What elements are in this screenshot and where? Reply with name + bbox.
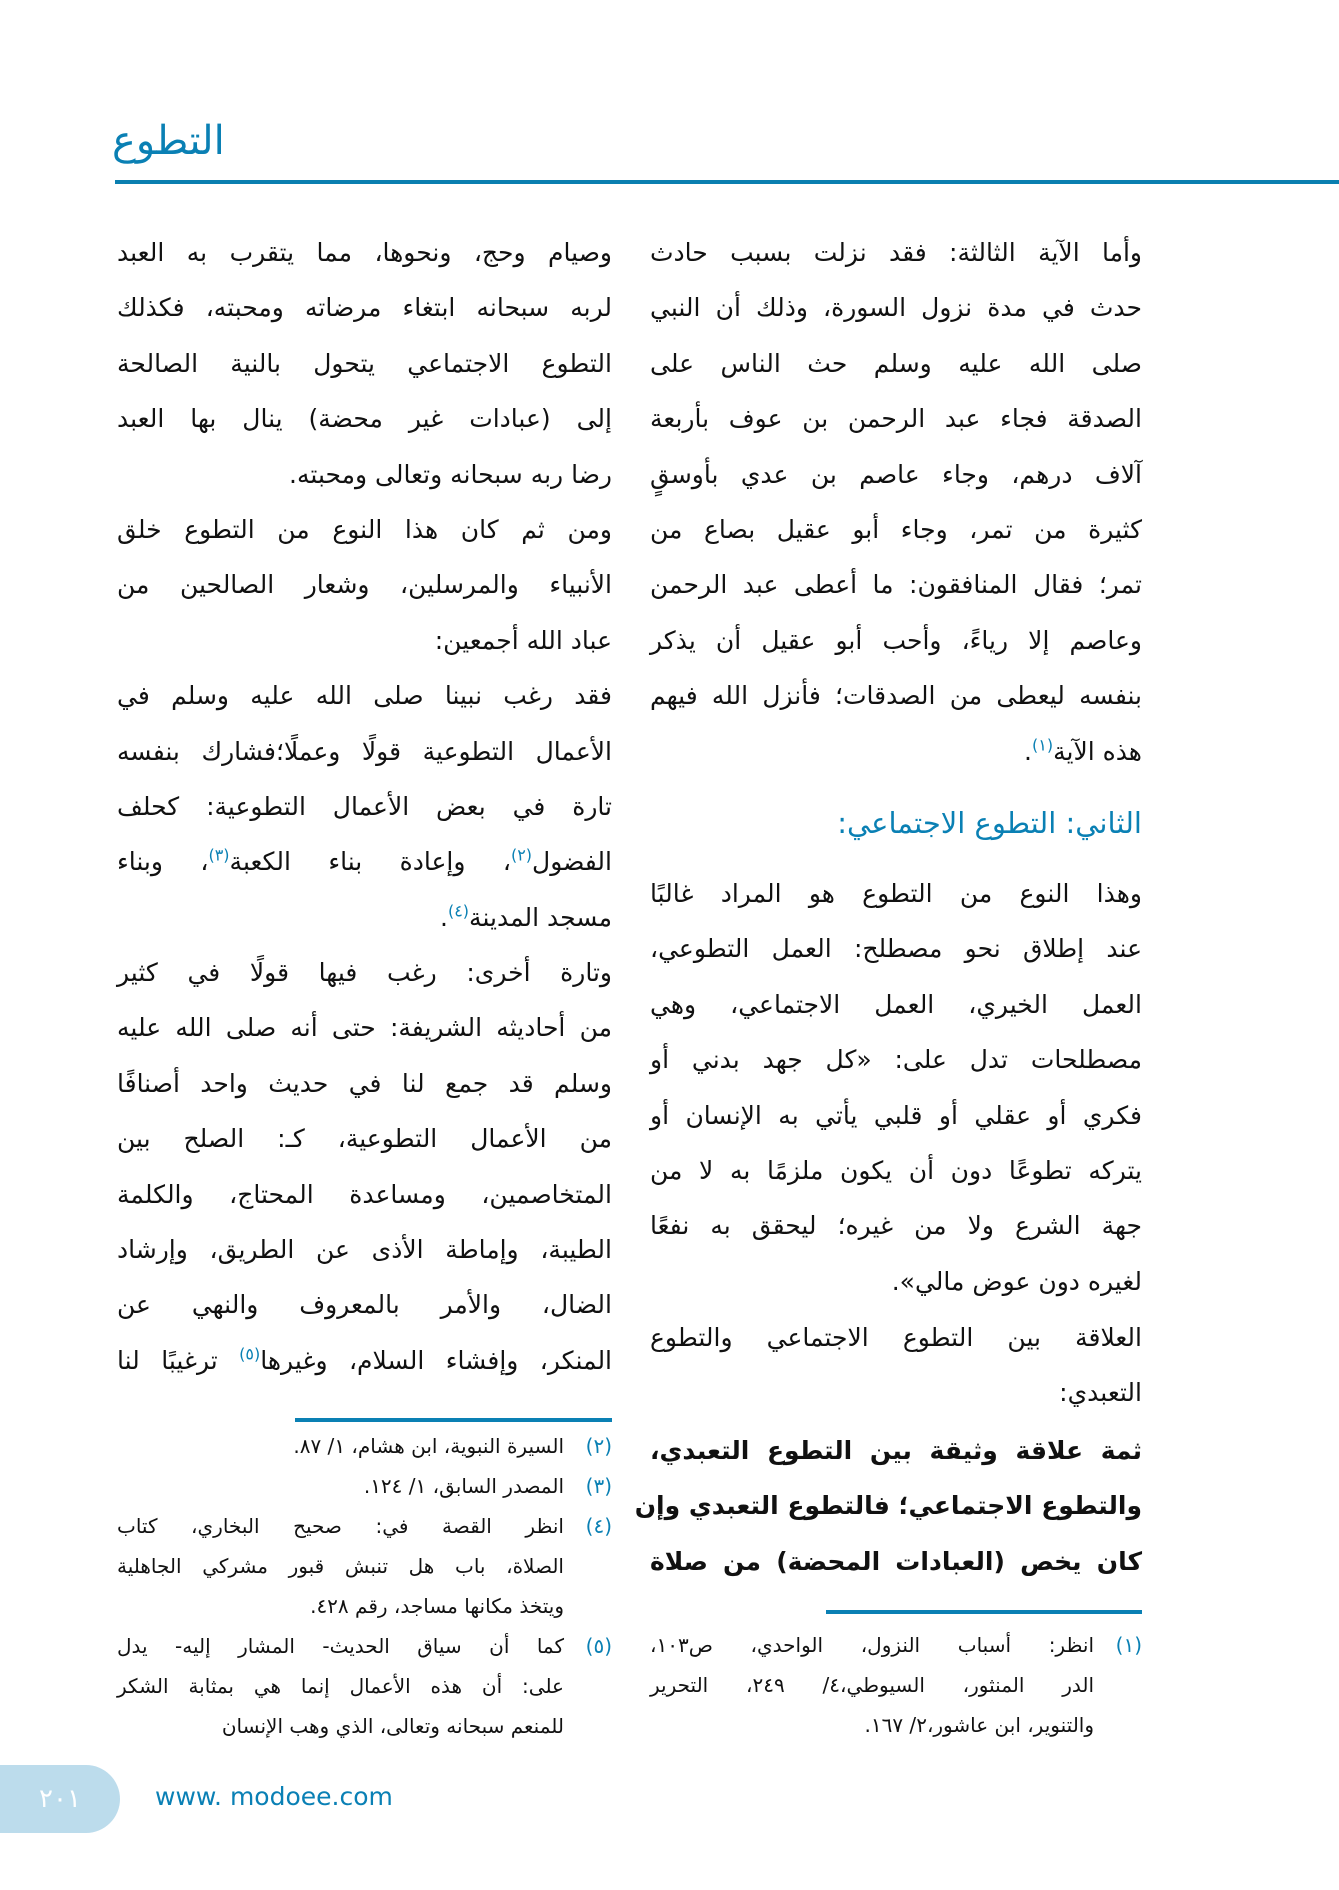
text-line: عند إطلاق نحو مصطلح: العمل التطوعي،	[650, 934, 1142, 964]
text-line: حدث في مدة نزول السورة، وذلك أن النبي	[650, 293, 1142, 323]
right-block-3	[650, 1310, 1142, 1421]
text-line: رضا ربه سبحانه وتعالى ومحبته.	[289, 459, 612, 489]
text-line: من أحاديثه الشريفة: حتى أنه صلى الله عليه	[117, 1013, 612, 1043]
text-line: تمر؛ فقال المنافقون: ما أعطى عبد الرحمن	[650, 570, 1142, 600]
text-line: لربه سبحانه ابتغاء مرضاته ومحبته، فكذلك	[117, 293, 612, 323]
text-line: العمل الخيري، العمل الاجتماعي، وهي	[650, 989, 1142, 1019]
footnote-number: (١)	[1115, 1633, 1142, 1657]
footnote-body	[117, 1626, 564, 1746]
text-line: الأنبياء والمرسلين، وشعار الصالحين من	[117, 570, 612, 600]
footnotes-right	[650, 1625, 1142, 1745]
footnote-number: (٥)	[585, 1634, 612, 1658]
text-line: صلى الله عليه وسلم حث الناس على	[650, 348, 1142, 378]
text-line: التعبدي:	[1059, 1378, 1142, 1408]
text-line: تارة في بعض الأعمال التطوعية: كحلف	[117, 791, 612, 821]
text-line: وصيام وحج، ونحوها، مما يتقرب به العبد	[117, 238, 612, 267]
text-line: فكري أو عقلي أو قلبي يأتي به الإنسان أو	[650, 1100, 1142, 1130]
page-title: التطوع	[112, 118, 225, 164]
text-line: مصطلحات تدل على: «كل جهد بدني أو	[650, 1045, 1142, 1075]
text-line: وسلم قد جمع لنا في حديث واحد أصنافًا	[117, 1068, 612, 1098]
text-line: لغيره دون عوض مالي».	[891, 1266, 1142, 1296]
text-line: ومن ثم كان هذا النوع من التطوع خلق	[117, 514, 612, 544]
footnote-ref: (٥)	[239, 1344, 261, 1364]
footnote	[117, 1426, 612, 1466]
footnote-body	[117, 1466, 564, 1506]
text-line: وأما الآية الثالثة: فقد نزلت بسبب حادث	[650, 238, 1142, 267]
text-segment: ، وبناء	[117, 847, 209, 877]
text-segment: .	[440, 902, 448, 932]
text-segment: المنكر، وإفشاء السلام، وغيرها	[260, 1345, 613, 1375]
right-block-4	[634, 1423, 1142, 1589]
website-link[interactable]: www. modoee.com	[155, 1782, 393, 1811]
section-heading: الثاني: التطوع الاجتماعي:	[837, 806, 1142, 840]
text-segment: هذه الآية	[1053, 736, 1142, 766]
footnote-ref: (٤)	[447, 901, 470, 921]
footnote-line: انظر: أسباب النزول، الواحدي، ص١٠٣،	[650, 1633, 1094, 1657]
text-line	[650, 724, 1142, 779]
footnote-ref: (٣)	[208, 845, 230, 865]
footnote	[117, 1506, 612, 1626]
text-line: كان يخص (العبادات المحضة) من صلاة	[650, 1546, 1142, 1576]
footnote-ref: (٢)	[510, 845, 533, 865]
text-line: عباد الله أجمعين:	[434, 625, 612, 655]
text-line: إلى (عبادات غير محضة) ينال بها العبد	[117, 404, 612, 434]
text-line: بنفسه ليعطى من الصدقات؛ فأنزل الله فيهم	[650, 681, 1142, 711]
text-segment: .	[1024, 736, 1032, 766]
text-segment: مسجد المدينة	[469, 902, 612, 932]
footnote-body	[117, 1426, 564, 1466]
right-block-2	[650, 866, 1142, 1309]
footnote-line: الصلاة، باب هل تنبش قبور مشركي الجاهلية	[117, 1554, 564, 1578]
text-line: جهة الشرع ولا من غيره؛ ليحقق به نفعًا	[650, 1211, 1142, 1241]
header-divider	[115, 180, 1339, 184]
footnote-line: للمنعم سبحانه وتعالى، الذي وهب الإنسان	[221, 1714, 564, 1738]
footnote-line: الدر المنثور، السيوطي،٤/ ٢٤٩، التحرير	[650, 1673, 1095, 1697]
text-line: الصدقة فجاء عبد الرحمن بن عوف بأربعة	[650, 404, 1142, 434]
footnote-divider-left	[295, 1418, 612, 1422]
text-line: آلاف درهم، وجاء عاصم بن عدي بأوسقٍ	[650, 459, 1142, 489]
text-line: وهذا النوع من التطوع هو المراد غالبًا	[650, 879, 1142, 908]
footnote-line: المصدر السابق، ١/ ١٢٤.	[363, 1474, 564, 1498]
footnotes-left	[117, 1426, 612, 1746]
footnote-divider-right	[826, 1610, 1142, 1614]
footnote-line: والتنوير، ابن عاشور،٢/ ١٦٧.	[864, 1713, 1094, 1737]
text-segment: الفضول	[532, 847, 612, 877]
text-line: والتطوع الاجتماعي؛ فالتطوع التعبدي وإن	[634, 1491, 1142, 1521]
footnote	[650, 1625, 1142, 1745]
text-line: من الأعمال التطوعية، كـ: الصلح بين	[117, 1124, 612, 1154]
text-line: وعاصم إلا رياءً، وأحب أبو عقيل أن يذكر	[650, 625, 1142, 655]
footnote-line: السيرة النبوية، ابن هشام، ١/ ٨٧.	[293, 1434, 564, 1458]
page-number: ٢٠١	[0, 1765, 120, 1833]
text-line: العلاقة بين التطوع الاجتماعي والتطوع	[650, 1323, 1142, 1352]
right-block-1	[650, 225, 1142, 779]
text-line: التطوع الاجتماعي يتحول بالنية الصالحة	[117, 348, 612, 378]
footnote-line: ويتخذ مكانها مساجد، رقم ٤٢٨.	[310, 1594, 564, 1618]
left-column-text	[117, 225, 612, 1388]
text-line	[117, 834, 612, 889]
text-line: وتارة أخرى: رغب فيها قولًا في كثير	[117, 958, 612, 988]
text-line: كثيرة من تمر، وجاء أبو عقيل بصاع من	[650, 514, 1142, 544]
text-segment: ، وإعادة بناء الكعبة	[229, 847, 511, 877]
text-line: يتركه تطوعًا دون أن يكون ملزمًا به لا من	[650, 1155, 1142, 1185]
text-line	[117, 1333, 612, 1388]
footnote	[117, 1626, 612, 1746]
footnote-number: (٣)	[585, 1474, 612, 1498]
text-line: الطيبة، وإماطة الأذى عن الطريق، وإرشاد	[117, 1235, 612, 1265]
text-line: المتخاصمين، ومساعدة المحتاج، والكلمة	[117, 1179, 612, 1209]
text-line	[117, 890, 612, 945]
text-line: فقد رغب نبينا صلى الله عليه وسلم في	[117, 681, 612, 711]
footnote-body	[650, 1625, 1094, 1745]
footnote-body	[117, 1506, 564, 1626]
footnote-number: (٢)	[585, 1434, 612, 1458]
footnote-line: على: أن هذه الأعمال إنما هي بمثابة الشكر	[117, 1674, 564, 1698]
text-segment: ترغيبًا لنا	[117, 1345, 240, 1375]
footnote-line: انظر القصة في: صحيح البخاري، كتاب	[117, 1514, 564, 1538]
footnote-line: كما أن سياق الحديث- المشار إليه- يدل	[117, 1634, 564, 1658]
footnote-number: (٤)	[585, 1514, 612, 1538]
text-line: ثمة علاقة وثيقة بين التطوع التعبدي،	[650, 1436, 1142, 1465]
text-line: الضال، والأمر بالمعروف والنهي عن	[117, 1290, 612, 1320]
footnote-ref: (١)	[1031, 735, 1054, 755]
text-line: الأعمال التطوعية قولًا وعملًا؛فشارك بنفسه	[117, 736, 612, 766]
footnote	[117, 1466, 612, 1506]
